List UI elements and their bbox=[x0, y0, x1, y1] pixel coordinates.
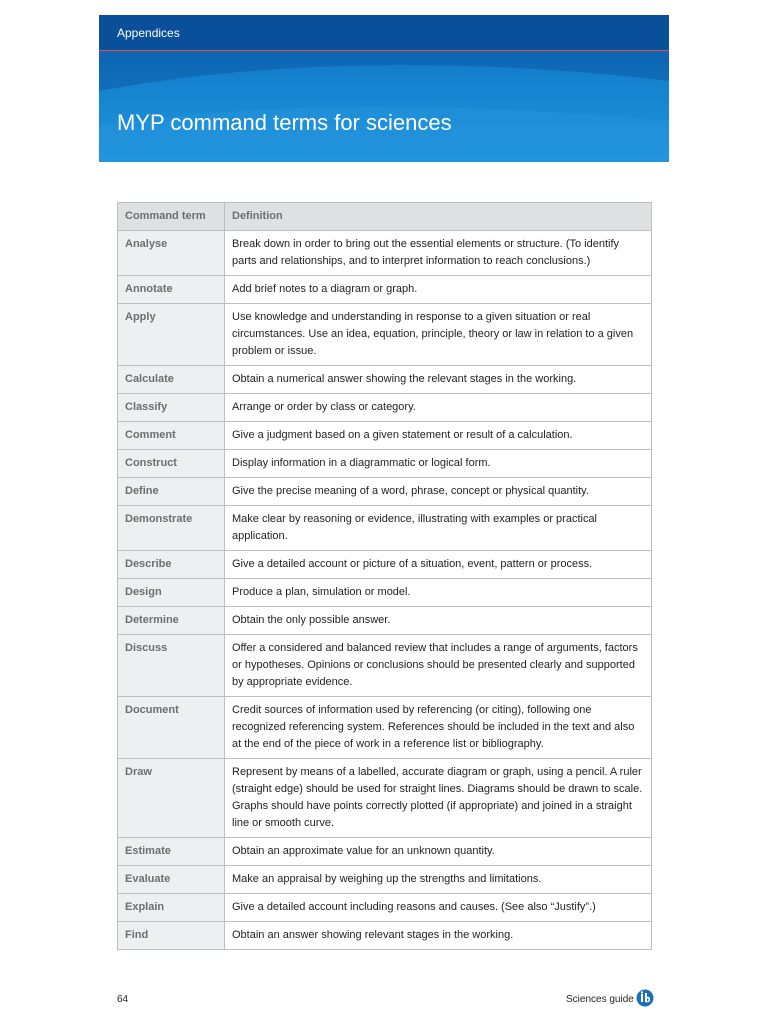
definition-cell: Represent by means of a labelled, accurate diagram or graph, using a pencil. A ruler (straight edge) should be used for straight lines. Diagrams should be drawn to scale. Graphs should have points correctly plotted (if appropriate) and joined in a straight line or smooth curve. bbox=[225, 759, 652, 838]
definition-cell: Make clear by reasoning or evidence, illustrating with examples or practical application. bbox=[225, 506, 652, 551]
command-term-cell: Determine bbox=[118, 607, 225, 635]
banner-swoosh-decoration bbox=[99, 51, 669, 162]
definition-cell: Offer a considered and balanced review that includes a range of arguments, factors or hypotheses. Opinions or conclusions should be presented clearly and supported by appropriate evidence. bbox=[225, 635, 652, 697]
definition-cell: Give a judgment based on a given statement or result of a calculation. bbox=[225, 422, 652, 450]
definition-cell: Obtain a numerical answer showing the relevant stages in the working. bbox=[225, 366, 652, 394]
banner-top-strip bbox=[99, 15, 669, 51]
table-row bbox=[118, 866, 652, 894]
command-term-cell: Draw bbox=[118, 759, 225, 838]
definition-cell: Obtain the only possible answer. bbox=[225, 607, 652, 635]
table-header-row bbox=[118, 203, 652, 231]
table-row bbox=[118, 838, 652, 866]
table-row bbox=[118, 450, 652, 478]
definition-cell: Obtain an answer showing relevant stages in the working. bbox=[225, 922, 652, 950]
table-body bbox=[118, 231, 652, 950]
command-term-cell: Design bbox=[118, 579, 225, 607]
page-title: MYP command terms for sciences bbox=[117, 110, 452, 135]
table-row bbox=[118, 697, 652, 759]
command-term-cell: Calculate bbox=[118, 366, 225, 394]
table-row bbox=[118, 394, 652, 422]
table-row bbox=[118, 231, 652, 276]
ib-logo-icon bbox=[636, 989, 654, 1007]
definition-cell: Make an appraisal by weighing up the strengths and limitations. bbox=[225, 866, 652, 894]
table-row bbox=[118, 478, 652, 506]
definition-cell: Obtain an approximate value for an unknown quantity. bbox=[225, 838, 652, 866]
command-term-cell: Estimate bbox=[118, 838, 225, 866]
table-row bbox=[118, 759, 652, 838]
command-term-cell: Document bbox=[118, 697, 225, 759]
column-header-command-term: Command term bbox=[118, 203, 225, 231]
definition-cell: Add brief notes to a diagram or graph. bbox=[225, 276, 652, 304]
header-banner bbox=[99, 15, 669, 162]
definition-cell: Use knowledge and understanding in response to a given situation or real circumstances. Use an idea, equation, principle, theory or law in relation to a given problem or issue. bbox=[225, 304, 652, 366]
table-row bbox=[118, 579, 652, 607]
command-term-cell: Demonstrate bbox=[118, 506, 225, 551]
page-number: 64 bbox=[117, 994, 129, 1005]
command-term-cell: Construct bbox=[118, 450, 225, 478]
command-term-cell: Discuss bbox=[118, 635, 225, 697]
table-row bbox=[118, 894, 652, 922]
command-term-cell: Analyse bbox=[118, 231, 225, 276]
command-term-cell: Comment bbox=[118, 422, 225, 450]
command-term-cell: Evaluate bbox=[118, 866, 225, 894]
command-term-cell: Explain bbox=[118, 894, 225, 922]
command-term-cell: Find bbox=[118, 922, 225, 950]
definition-cell: Credit sources of information used by referencing (or citing), following one recognized referencing system. References should be included in the text and also at the end of the piece of work in a reference list or bibliography. bbox=[225, 697, 652, 759]
definition-cell: Give a detailed account including reasons and causes. (See also “Justify”.) bbox=[225, 894, 652, 922]
command-term-cell: Classify bbox=[118, 394, 225, 422]
table-row bbox=[118, 422, 652, 450]
command-term-cell: Annotate bbox=[118, 276, 225, 304]
section-label: Appendices bbox=[117, 26, 180, 40]
command-term-cell: Apply bbox=[118, 304, 225, 366]
command-term-cell: Define bbox=[118, 478, 225, 506]
table-row bbox=[118, 304, 652, 366]
command-terms-table bbox=[117, 202, 652, 950]
table-row bbox=[118, 506, 652, 551]
table-row bbox=[118, 366, 652, 394]
definition-cell: Arrange or order by class or category. bbox=[225, 394, 652, 422]
table-row bbox=[118, 635, 652, 697]
column-header-definition: Definition bbox=[225, 203, 652, 231]
table-row bbox=[118, 276, 652, 304]
table-row bbox=[118, 922, 652, 950]
definition-cell: Display information in a diagrammatic or logical form. bbox=[225, 450, 652, 478]
definition-cell: Give a detailed account or picture of a situation, event, pattern or process. bbox=[225, 551, 652, 579]
definition-cell: Break down in order to bring out the essential elements or structure. (To identify parts and relationships, and to interpret information to reach conclusions.) bbox=[225, 231, 652, 276]
table-row bbox=[118, 551, 652, 579]
command-term-cell: Describe bbox=[118, 551, 225, 579]
definition-cell: Produce a plan, simulation or model. bbox=[225, 579, 652, 607]
table-row bbox=[118, 607, 652, 635]
definition-cell: Give the precise meaning of a word, phrase, concept or physical quantity. bbox=[225, 478, 652, 506]
footer-guide-title: Sciences guide bbox=[566, 994, 634, 1005]
